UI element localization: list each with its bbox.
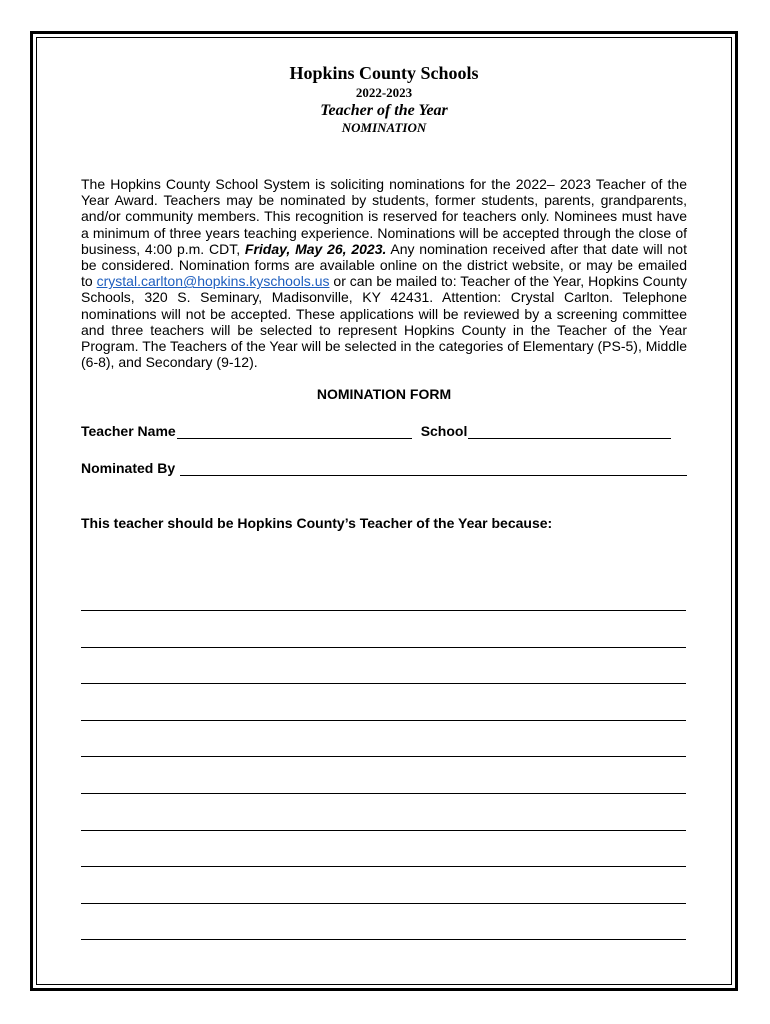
email-link[interactable]: crystal.carlton@hopkins.kyschools.us	[96, 273, 330, 290]
nominated-by-field[interactable]	[180, 461, 687, 476]
answer-line[interactable]	[81, 866, 686, 903]
intro-paragraph	[81, 176, 687, 370]
school-label: School	[420, 423, 468, 440]
teacher-name-field[interactable]	[177, 424, 412, 439]
document-content	[81, 62, 687, 531]
nominated-by-label: Nominated By	[81, 460, 176, 477]
answer-line[interactable]	[81, 903, 686, 940]
answer-line[interactable]	[81, 793, 686, 830]
nomination-label: NOMINATION	[341, 120, 427, 135]
because-prompt: This teacher should be Hopkins County’s Teacher of the Year because:	[81, 515, 553, 532]
answer-line[interactable]	[81, 720, 686, 757]
intro-text-part-1: The Hopkins County School System is soliciting nominations for the 2022– 2023 Teacher of the Year Award. Teachers may be nominated by students, former students, parents, grandparents, and/or community members. This recognition is reserved for teachers only. Nominees must have a minimum of three years teaching experience. Nominations will be accepted through the close of business, 4:00 p.m. CDT,	[81, 176, 687, 257]
school-field[interactable]	[468, 424, 671, 439]
intro-text-part-2: Any nomination received after that date will not be considered. Nomination forms are available online on the district website, or may be emailed to	[81, 240, 687, 290]
school-title: Hopkins County Schools	[289, 63, 479, 83]
answer-line[interactable]	[81, 683, 686, 720]
form-heading: NOMINATION FORM	[316, 386, 452, 403]
answer-lines	[81, 610, 686, 976]
teacher-name-label: Teacher Name	[81, 423, 176, 440]
teacher-school-row	[81, 423, 687, 439]
answer-line[interactable]	[81, 939, 686, 976]
document-header	[81, 62, 687, 136]
school-year: 2022-2023	[355, 85, 413, 100]
answer-line[interactable]	[81, 756, 686, 793]
answer-line[interactable]	[81, 610, 686, 647]
intro-text-part-3: or can be mailed to: Teacher of the Year, Hopkins County Schools, 320 S. Seminary, Madisonville, KY 42431. Attention: Crystal Carlton. Telephone nominations will not be accepted. These applications will be reviewed by a screening committee and three teachers will be selected to represent Hopkins County in the Teacher of the Year Program. The Teachers of the Year will be selected in the categories of Elementary (PS-5), Middle (6-8), and Secondary (9-12).	[81, 273, 687, 371]
nominated-by-row	[81, 460, 687, 476]
deadline-date: Friday, May 26, 2023.	[244, 240, 387, 257]
answer-line[interactable]	[81, 830, 686, 867]
award-title: Teacher of the Year	[320, 102, 448, 119]
answer-line[interactable]	[81, 647, 686, 684]
